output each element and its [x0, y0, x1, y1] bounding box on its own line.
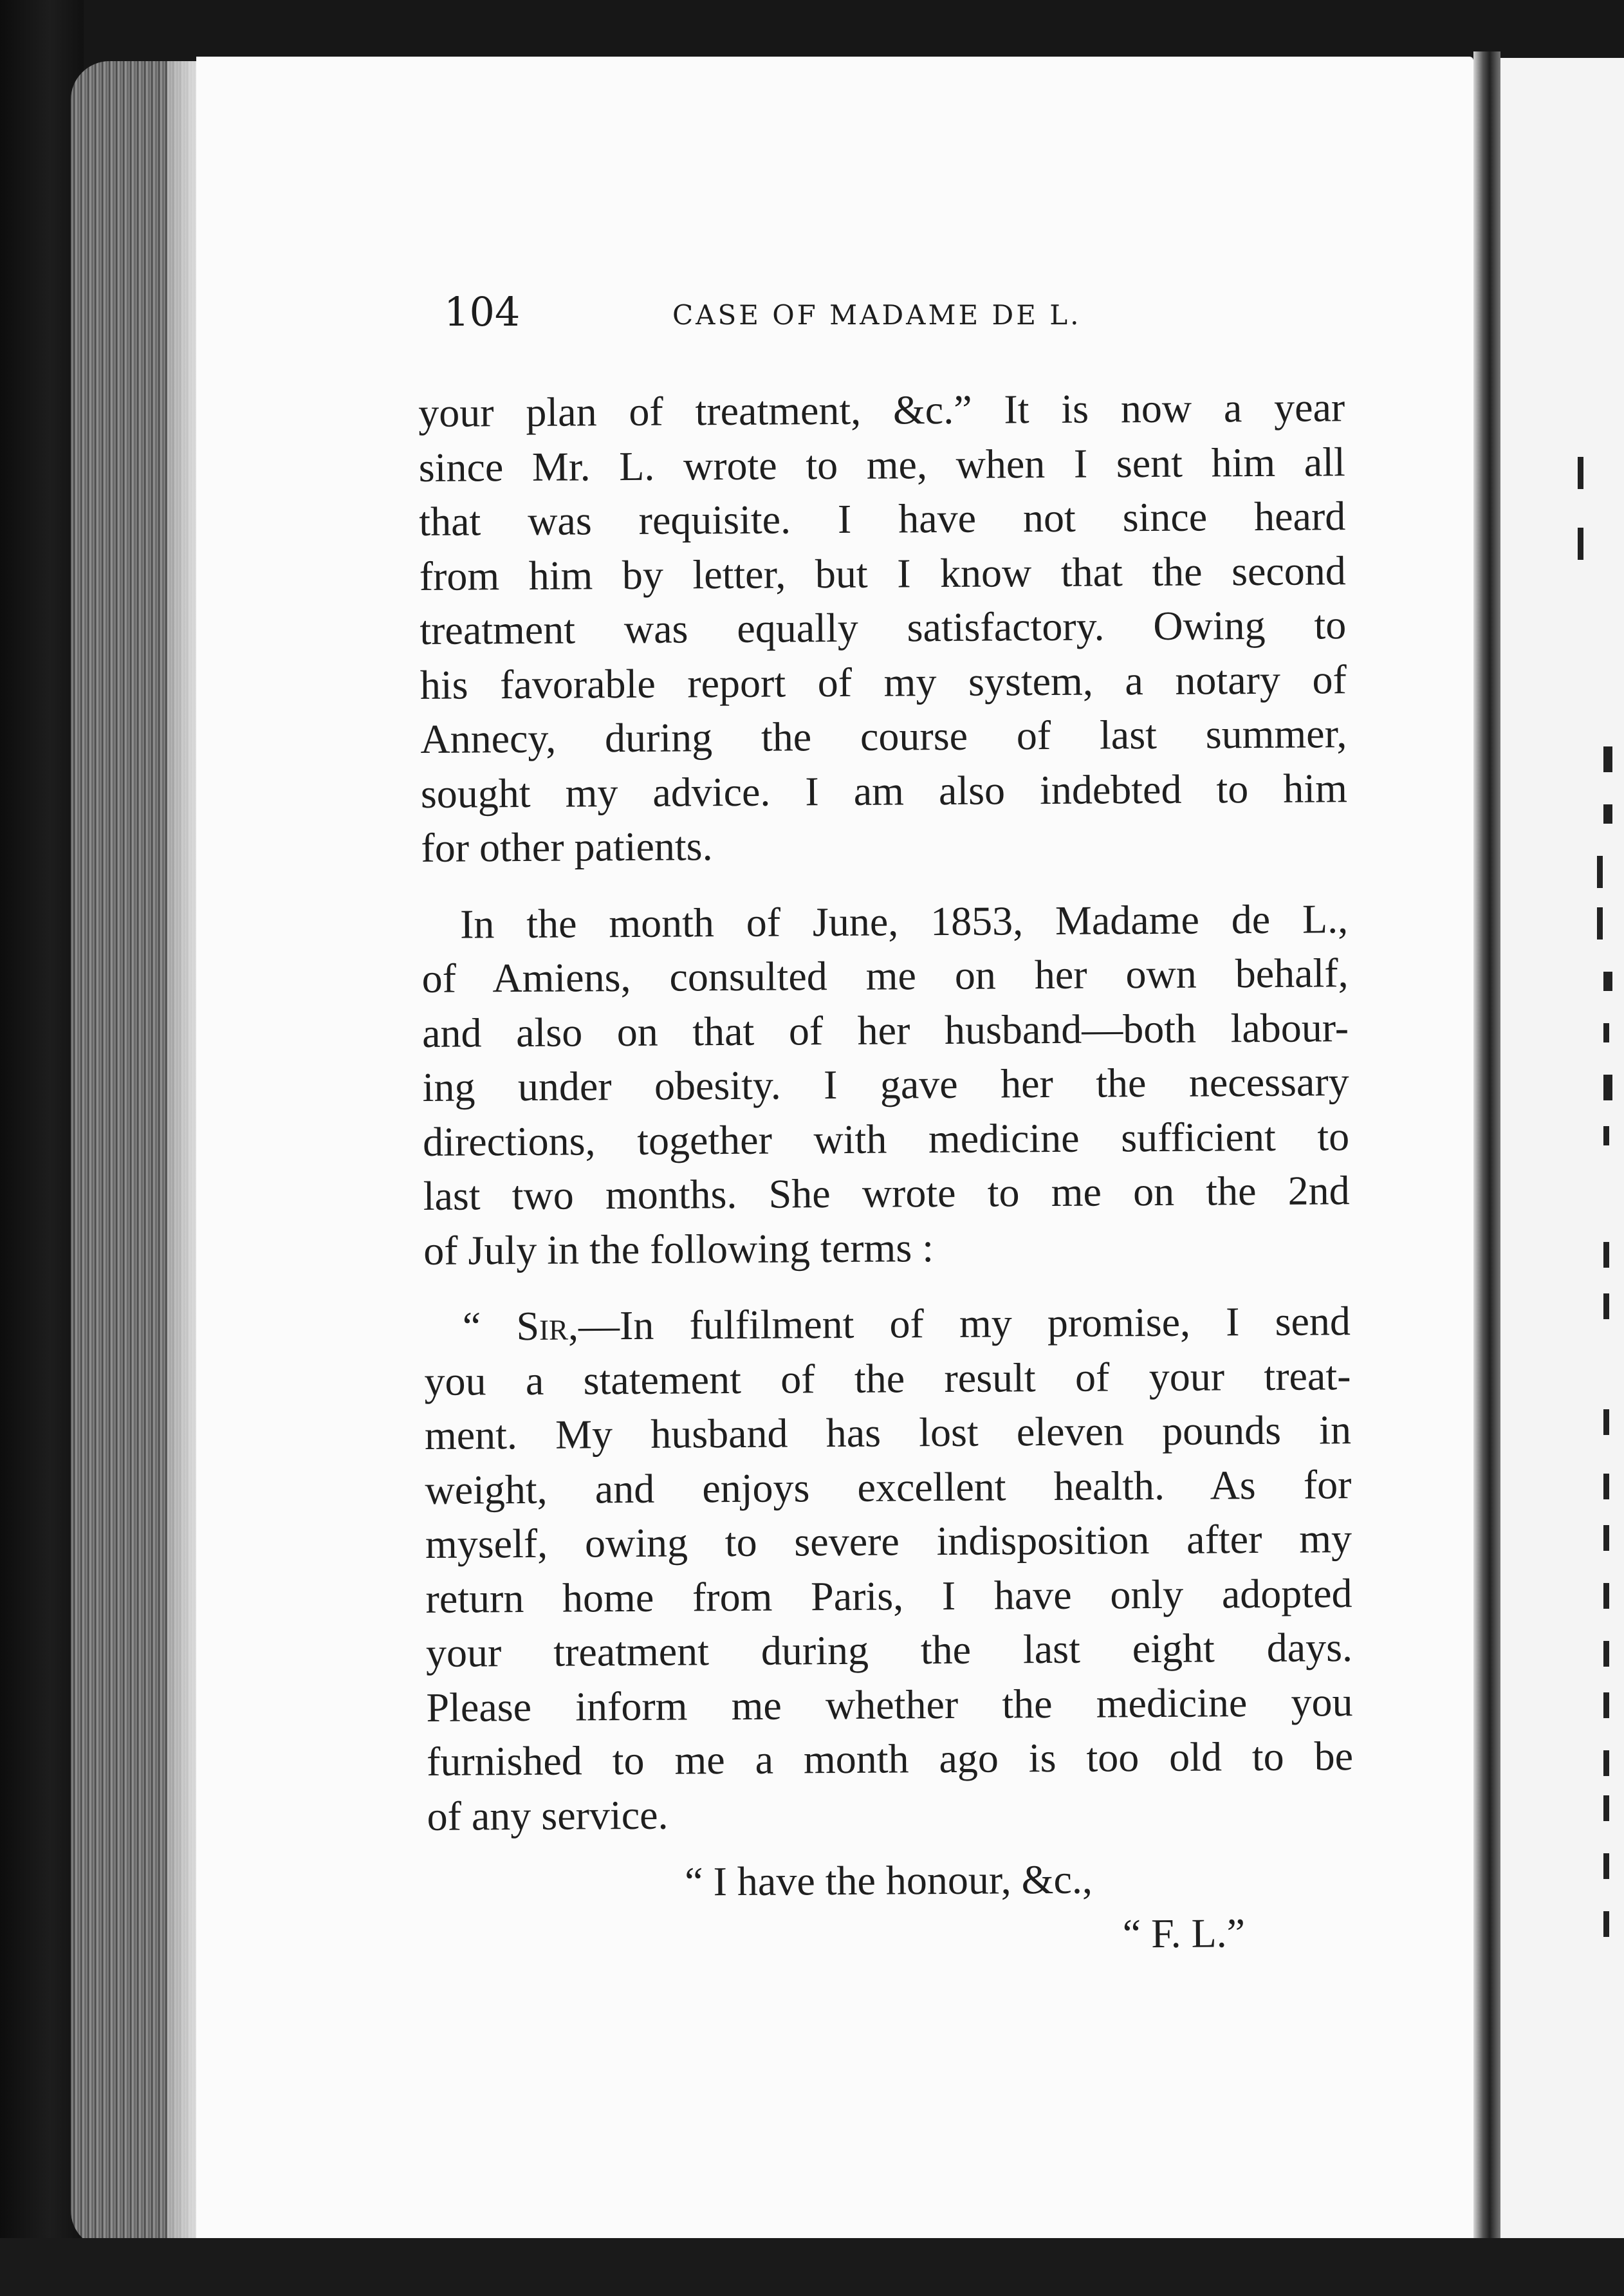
letter-signature: “ F. L.” [1122, 1909, 1246, 1956]
text-line: of Amiens, consulted me on her own behalf, [421, 950, 1349, 1001]
text-line: sought my advice. I am also indebted to him [420, 764, 1348, 817]
running-head: CASE OF MADAME DE L. [672, 299, 1082, 331]
page-header [444, 283, 1132, 341]
text-line: myself, owing to severe indisposition after my [425, 1515, 1352, 1567]
page-number: 104 [444, 288, 521, 335]
first-line-rest: ,—In fulfilment of my promise, I send [567, 1298, 1351, 1349]
text-line: your plan of treatment, &c.” It is now a year [418, 384, 1345, 436]
scan-bottom-margin [0, 2238, 1624, 2296]
text-line: Annecy, during the course of last summer, [420, 710, 1347, 762]
paragraph-continuation [418, 380, 1348, 875]
open-quote: “ [462, 1303, 517, 1349]
text-line: ing under obesity. I gave her the necessary [422, 1059, 1349, 1110]
text-line: of any service. [427, 1791, 669, 1839]
book-gutter [1473, 51, 1500, 2246]
text-line: weight, and enjoys excellent health. As for [425, 1461, 1352, 1513]
letter-first-line [424, 1294, 1351, 1354]
paragraph-madame-de-l [421, 892, 1351, 1278]
text-line: return home from Paris, I have only adopted [425, 1569, 1352, 1622]
text-line: last two months. She wrote to me on the 2nd [423, 1167, 1350, 1219]
text-line: directions, together with medicine sufficient to [422, 1113, 1350, 1165]
fore-edge-shadow [167, 61, 199, 2249]
salutation: Sir [516, 1302, 569, 1349]
text-line: you a statement of the result of your treat- [424, 1352, 1351, 1404]
body-text [418, 380, 1354, 1965]
text-line: ment. My husband has lost eleven pounds in [424, 1407, 1352, 1458]
text-line: his favorable report of my system, a notary of [420, 656, 1347, 708]
text-line: that was requisite. I have not since heard [419, 493, 1346, 544]
text-line: your treatment during the last eight days. [425, 1624, 1353, 1676]
next-page-sliver [1500, 58, 1624, 2246]
text-line: Please inform me whether the medicine you [426, 1678, 1353, 1730]
text-line: for other patients. [421, 823, 713, 871]
text-line: In the month of June, 1853, Madame de L., [459, 895, 1349, 947]
text-line: and also on that of her husband—both labour- [421, 1004, 1349, 1056]
text-line: from him by letter, but I know that the second [419, 547, 1346, 599]
text-line: of July in the following terms : [423, 1224, 934, 1273]
text-line: furnished to me a month ago is too old to be [426, 1733, 1354, 1784]
text-line: treatment was equally satisfactory. Owing to [420, 602, 1347, 653]
quoted-letter [424, 1294, 1354, 1965]
text-line: since Mr. L. wrote to me, when I sent him all [418, 438, 1345, 490]
letter-closing: “ I have the honour, &c., [684, 1856, 1093, 1905]
